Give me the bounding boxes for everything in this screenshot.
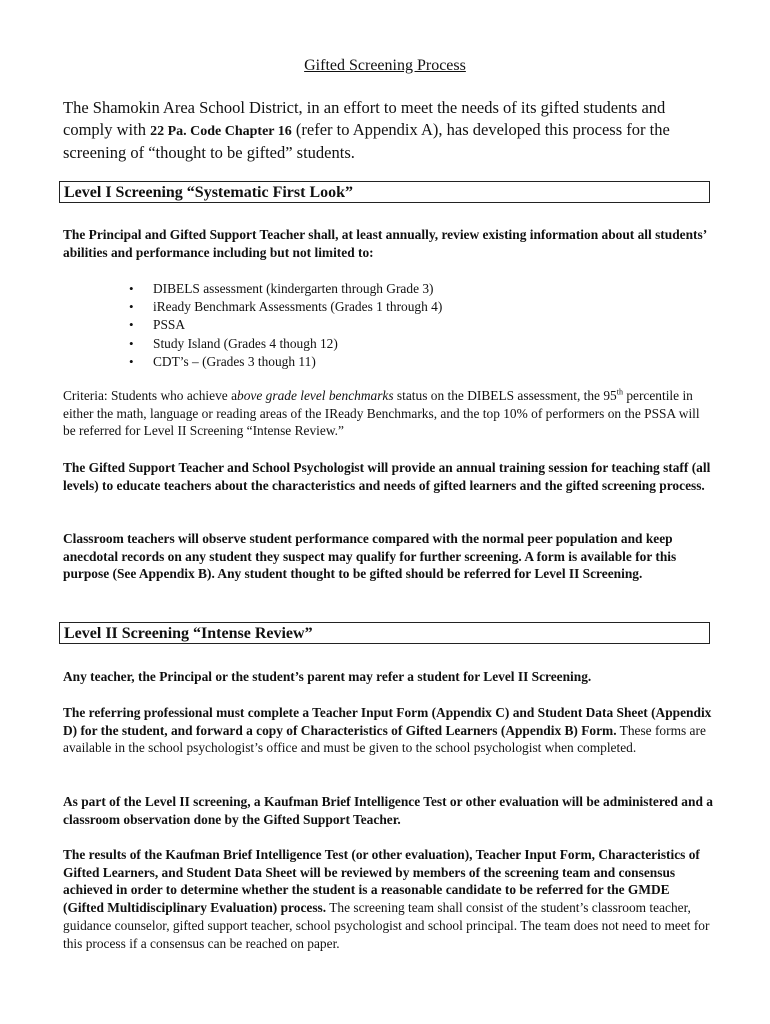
list-item-text: iReady Benchmark Assessments (Grades 1 through 4) xyxy=(153,299,443,315)
level2-heading: Level II Screening “Intense Review” xyxy=(59,622,710,644)
bullet-icon: • xyxy=(129,335,134,351)
level1-review-paragraph: The Principal and Gifted Support Teacher shall, at least annually, review existing information about all students’ abilities and performance including but not limited to: xyxy=(63,227,707,260)
code-reference: 22 Pa. Code Chapter 16 xyxy=(150,123,292,139)
bullet-icon: • xyxy=(129,281,134,296)
intro-text-start: The Shamokin Area School District, in an effort to meet the needs of its gifted students and comply with xyxy=(63,98,666,139)
criteria-text-2: status on the DIBELS assessment, the 95 xyxy=(393,388,617,403)
list-item xyxy=(128,280,442,298)
bullet-icon: • xyxy=(129,317,134,333)
list-item-text: DIBELS assessment (kindergarten through Grade 3) xyxy=(153,281,434,296)
list-item xyxy=(128,335,442,353)
criteria-superscript: th xyxy=(616,387,623,397)
list-item xyxy=(128,353,442,371)
list-item-text: CDT’s – (Grades 3 though 11) xyxy=(153,353,316,369)
criteria-emphasis: bove grade level benchmarks xyxy=(237,388,394,403)
criteria-text-1: Criteria: Students who achieve a xyxy=(63,388,238,403)
classroom-paragraph: Classroom teachers will observe student performance compared with the normal peer population and keep anecdotal records on any student they suspect may qualify for further screening. A form is available for this purpose (See Appendix B). Any student thought to be gifted should be referred for Level II Screening. xyxy=(63,531,677,582)
kaufman-paragraph: As part of the Level II screening, a Kaufman Brief Intelligence Test or other evaluation will be administered and a classroom observation done by the Gifted Support Teacher. xyxy=(63,794,713,827)
bullet-icon: • xyxy=(129,299,134,315)
forms-paragraph xyxy=(63,704,713,757)
level1-heading: Level I Screening “Systematic First Look” xyxy=(59,181,710,203)
list-item-text: PSSA xyxy=(153,317,186,333)
list-item xyxy=(128,316,442,334)
bullet-icon: • xyxy=(129,353,134,369)
list-item xyxy=(128,298,442,316)
forms-text-bold: The referring professional must complete a Teacher Input Form (Appendix C) and Student Data Sheet (Appendix D) for the student, and forward a copy of Characteristics of Gifted Learners (Appendix B) Form. xyxy=(63,705,712,738)
training-paragraph: The Gifted Support Teacher and School Psychologist will provide an annual training session for teaching staff (all levels) to educate teachers about the characteristics and needs of gifted learners and the gifted screening process. xyxy=(63,460,711,493)
results-text-bold: The results of the Kaufman Brief Intelligence Test (or other evaluation), Teacher Input Form, Characteristics of Gifted Learners, and Student Data Sheet will be reviewed by members of the screening team and consensus achieved in order to determine whether the student is a reasonable candidate to be referred for the GMDE (Gifted Multidisciplinary Evaluation) process. xyxy=(63,847,700,916)
page-title: Gifted Screening Process xyxy=(304,57,466,74)
criteria-text-3: percentile in either the math, language or reading areas of the IReady Benchmarks, and the top 10% of performers on the PSSA will be referred for Level II Screening “Intense Review.” xyxy=(63,388,700,439)
forms-text-normal: These forms are available in the school psychologist’s office and must be given to the school psychologist when completed. xyxy=(63,722,706,756)
results-paragraph xyxy=(63,846,713,952)
assessment-list xyxy=(128,280,442,371)
intro-paragraph xyxy=(63,97,713,164)
criteria-paragraph xyxy=(63,387,713,440)
intro-text-end: (refer to Appendix A), has developed this process for the screening of “thought to be gifted” students. xyxy=(63,119,670,162)
results-text-normal: The screening team shall consist of the student’s classroom teacher, guidance counselor, gifted support teacher, school psychologist and school principal. The team does not need to meet for this process if a consensus can be reached on paper. xyxy=(63,900,710,951)
list-item-text: Study Island (Grades 4 though 12) xyxy=(153,335,338,351)
referral-paragraph: Any teacher, the Principal or the student’s parent may refer a student for Level II Screening. xyxy=(63,669,592,684)
